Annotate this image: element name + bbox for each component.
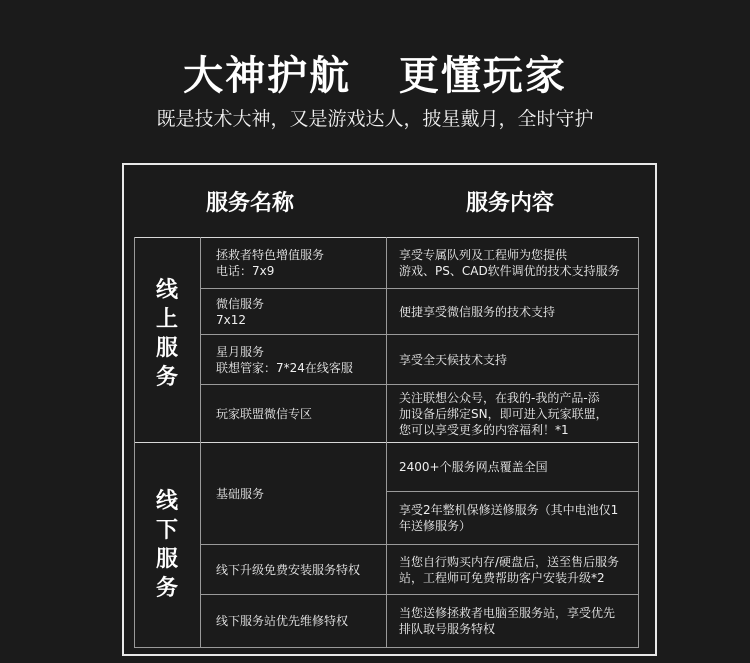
service-content: 享受2年整机保修送修服务（其中电池仅1 年送修服务）: [399, 503, 619, 533]
service-content: 享受专属队列及工程师为您提供 游戏、PS、CAD软件调优的技术支持服务: [399, 248, 620, 278]
column-header-service-content: 服务内容: [465, 191, 554, 216]
service-content: 当您自行购买内存/硬盘后，送至售后服务 站，工程师可免费帮助客户安装升级*2: [399, 554, 620, 585]
service-content: 享受全天候技术支持: [399, 352, 508, 367]
table-row-name: [216, 238, 384, 288]
online-services-label: 线 上 服 务: [155, 278, 178, 390]
service-name: 玩家联盟微信专区: [216, 406, 313, 421]
service-content: 2400+个服务网点覆盖全国: [399, 460, 548, 474]
service-name: 拯救者特色增值服务 电话：7x9: [216, 248, 325, 278]
table-right-border: [638, 237, 639, 647]
table-row-content: [399, 492, 637, 544]
column-header-service-name: 服务名称: [205, 191, 294, 216]
column-divider-1: [200, 237, 201, 647]
service-name: 基础服务: [216, 486, 265, 501]
page-title: 大神护航 更懂玩家: [183, 53, 567, 99]
column-divider-2: [386, 237, 387, 647]
service-name: 线下升级免费安装服务特权: [216, 562, 361, 577]
service-content: 当您送修拯救者电脑至服务站，享受优先 排队取号服务特权: [399, 606, 616, 636]
table-row-content: [399, 335, 637, 384]
table-row-name: [216, 335, 384, 384]
service-content: 关注联想公众号，在我的-我的产品-添 加设备后绑定SN，即可进入玩家联盟， 您可以享受更多的内容福利！*1: [399, 390, 608, 437]
service-content: 便捷享受微信服务的技术支持: [399, 304, 556, 319]
table-row-content: [399, 595, 637, 647]
table-row-content: [399, 443, 637, 491]
table-bottom-border: [134, 647, 639, 648]
table-row-name: [216, 443, 384, 544]
table-row-name: [216, 385, 384, 442]
table-row-content: [399, 289, 637, 334]
table-row-name: [216, 545, 384, 594]
table-row-name: [216, 595, 384, 647]
table-row-content: [399, 385, 637, 442]
service-name: 线下服务站优先维修特权: [216, 614, 349, 628]
page-subtitle: 既是技术大神，又是游戏达人，披星戴月，全时守护: [156, 108, 594, 130]
service-name: 微信服务 7x12: [216, 296, 265, 327]
table-left-border: [134, 237, 135, 647]
service-name: 星月服务 联想管家：7*24在线客服: [216, 344, 353, 375]
offline-services-label: 线 下 服 务: [155, 489, 178, 601]
table-row-content: [399, 545, 637, 594]
table-row-content: [399, 238, 637, 288]
table-row-name: [216, 289, 384, 334]
